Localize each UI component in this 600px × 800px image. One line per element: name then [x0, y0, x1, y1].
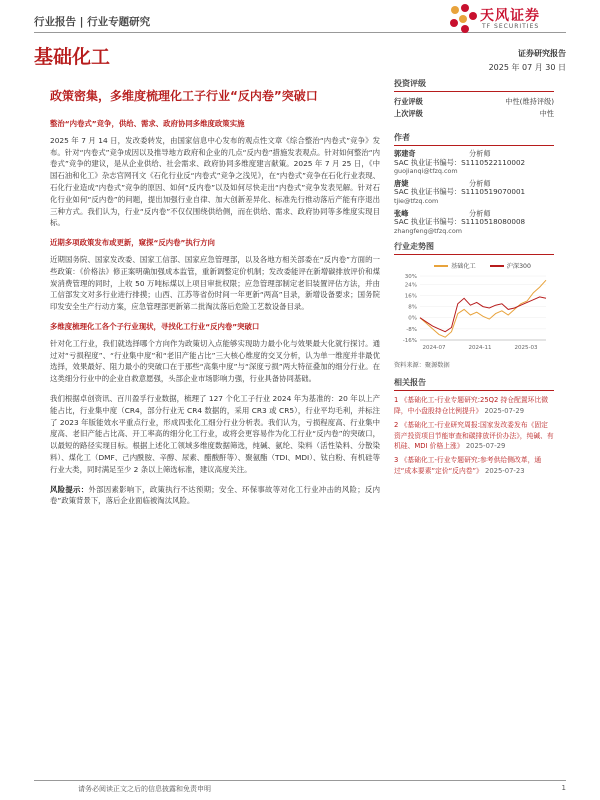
rating-value: 中性(维持评级)	[505, 97, 554, 106]
footer-rule	[34, 780, 566, 781]
section-heading: 多维度梳理化工各个子行业现状，寻找化工行业“反内卷”突破口	[50, 321, 260, 331]
related-list	[394, 395, 554, 476]
related-section	[394, 377, 554, 476]
related-date: 2025-07-29	[465, 441, 506, 450]
report-type: 证券研究报告	[518, 49, 566, 58]
footer-disclaimer: 请务必阅读正文之后的信息披露和免责申明	[78, 785, 211, 793]
risk-text: 外部因素影响下，政策执行不达预期；安全、环保事故等对化工行业冲击的风险；反内卷”政策背景下，落后企业面临被淘汰风险。	[50, 484, 380, 506]
series-line-2	[420, 297, 546, 332]
related-item[interactable]	[394, 455, 554, 476]
x-tick-label: 2024-11	[468, 345, 492, 352]
trend-title: 行业走势图	[394, 241, 554, 255]
page-number: 1	[561, 784, 566, 792]
section-3	[50, 321, 380, 476]
rating-key: 上次评级	[394, 109, 423, 118]
main-column	[50, 118, 380, 515]
rating-key: 行业评级	[394, 97, 423, 106]
legend-label: 沪深300	[506, 263, 531, 271]
section-body: 近期国务院、国家发改委、国家工信部、国家应急管理部，以及各地方相关部委在“反内卷”方面的一些政策：《价格法》修正案明确加强成本监管，重新调整定价机制；发改委能评在新增碳排放评价和煤炭消费管理的同时，上收 50 万吨标煤以上项目审批权限；应急管理部制定老旧装置评估方法，并由工信部发文对多行业进行排摸；山西、江苏等省份时间一年更新“两高”目录，新增设备要求；国务院印发安全生产行动方案，应急管理部更新第二批淘汰落后危险工艺数设备目录。	[50, 254, 380, 312]
section-1	[50, 118, 380, 229]
analyst-cert: SAC 执业证书编号：S1110522110002	[394, 157, 526, 167]
legend-item	[490, 261, 531, 270]
related-text[interactable]: 1 《基础化工-行业专题研究:25Q2 持仓配置环比微降，中小盘股持仓比例提升》	[394, 396, 549, 415]
chart-legend	[434, 261, 554, 270]
chart-source: 资料来源：聚源数据	[394, 362, 450, 370]
logo-subtext: TF SECURITIES	[482, 23, 540, 30]
y-tick-label: 30%	[404, 274, 417, 281]
risk-warning	[50, 484, 380, 508]
related-date: 2025-07-23	[485, 466, 525, 475]
authors-title: 作者	[394, 132, 554, 146]
analyst-name: 郭建奇	[394, 149, 416, 158]
analyst-role: 分析师	[469, 149, 491, 158]
section-body: 我们根据卓创资讯、百川盈孚行业数据，梳理了 127 个化工子行业 2024 年为基准的：20 年以上产能占比，行业集中度（CR4，部分行业无 CR4 数据的，采用 CR3 或 CR5），行业平均毛利，并标注了 2023 年版能效水平重点行业，形成四张化工细分行业分析表。我们认为，亏损程度高、行业集中度高、老旧产能占比高、开工率高的细分化工行业，或将会更容易作为化工行业“反内卷”的突破口，以最短的路径实现目标。根据上述化工领域多维度数据筛选，纯碱、氨纶、染料（活性染料、分散染料）、煤化工（DMF、己内酰胺、辛醇、尿素、醋酸酐等）、聚氨酯（TDI、MDI）、钛白粉、有机硅等行业大类，同时满足至少 2 条以上筛选标准，建议高度关注。	[50, 393, 380, 474]
related-title: 相关报告	[394, 377, 554, 391]
report-title: 政策密集，多维度梳理化工子行业“反内卷”突破口	[50, 89, 318, 103]
analyst-cert: SAC 执业证书编号：S1110519070001	[394, 187, 526, 197]
trend-section	[394, 241, 554, 369]
analyst-email[interactable]: tjie@tfzq.com	[394, 196, 439, 205]
authors-section	[394, 132, 554, 235]
related-text[interactable]: 2 《基础化工-行业研究周报:国家发改委发布《固定资产投资项目节能审查和碳排放评价办法》，纯碱、有机硅、MDI 价格上涨》	[394, 421, 554, 450]
legend-swatch	[434, 265, 448, 267]
section-body: 针对化工行业，我们就选择哪个方向作为政策切入点能够实现助力最小化与效果最大化就行探讨。通过对“亏损程度”、“行业集中度”和“老旧产能占比”三大核心维度的交叉分析，认为单一维度并非最优选择，效果最好、阻力最小的突破口在于那些“高集中度”与“深度亏损”两大特征叠加的细分行业。在这类细分行业中的企业自救意愿强，头部企业市场影响力强，行业具备协同基础。	[50, 338, 380, 384]
analyst-email[interactable]: zhangfeng@tfzq.com	[394, 226, 462, 235]
analyst-role: 分析师	[469, 208, 491, 218]
trend-chart	[394, 272, 554, 354]
logo-text: 天风证券	[480, 8, 540, 24]
rating-value: 中性	[539, 109, 554, 118]
x-tick-label: 2025-03	[514, 345, 538, 352]
y-tick-label: -16%	[402, 338, 417, 345]
related-item[interactable]	[394, 395, 554, 416]
analyst-entry	[394, 180, 554, 206]
risk-label: 风险提示：	[50, 484, 89, 494]
analyst-entry	[394, 210, 554, 236]
x-tick-label: 2024-07	[422, 345, 446, 352]
y-tick-label: 16%	[404, 293, 417, 300]
analyst-name: 唐婕	[394, 178, 409, 188]
industry-name: 基础化工	[34, 46, 111, 68]
y-tick-label: 24%	[404, 282, 417, 289]
sidebar	[394, 78, 554, 480]
analyst-cert: SAC 执业证书编号：S1110518080008	[394, 217, 526, 227]
analyst-email[interactable]: guojianqi@tfzq.com	[394, 167, 458, 176]
related-date: 2025-07-29	[484, 406, 525, 415]
analyst-role: 分析师	[469, 178, 491, 188]
y-tick-label: -8%	[406, 327, 417, 334]
rating-row	[394, 96, 554, 108]
header-label: 行业报告 | 行业专题研究	[34, 16, 151, 28]
rating-row	[394, 108, 554, 120]
y-tick-label: 0%	[408, 316, 417, 323]
related-item[interactable]	[394, 420, 554, 451]
section-body: 2025 年 7 月 14 日，发改委转发，由国家信息中心发布的观点性文章《综合整治“内卷式”竞争》发布。针对“内卷式”竞争成因以及推导地方政府和企业的几点“反内卷”措施发表观点。针对如何整治“内卷式”竞争的建议，是从企业供给、社会需求、政府协同多维度建言献策。2025 年 7 月 25 日，《中国石油和化工》杂志官网刊文《石化行业反“内卷式”竞争之浅见》，在“内卷式”竞争在石化行业表现、石化行业造成“内卷式”竞争的原因、如何“反内卷”以及如何尽快走出“内卷式”竞争发表见解。针对石化行业如何“反内卷”的问题，提出加强行业自律、加大创新差异化、标准先行推动落后产能有序退出三种方式。我们认为，行业“反内卷”不仅仅围绕供给侧，而在供给、需求、政府协同等多维度实现目标。	[50, 135, 380, 228]
rating-section	[394, 78, 554, 120]
section-2	[50, 237, 380, 313]
rating-title: 投资评级	[394, 78, 554, 92]
legend-swatch	[490, 265, 504, 267]
related-text[interactable]: 3 《基础化工-行业专题研究:参考供给侧改革，通过“成本要素”定价“反内卷”》	[394, 456, 542, 475]
y-tick-label: 8%	[408, 304, 417, 311]
section-heading: 近期多项政策发布或更新，窥探“反内卷”执行方向	[50, 238, 215, 248]
analyst-name: 张峰	[394, 208, 409, 218]
legend-label: 基础化工	[451, 263, 476, 271]
legend-item	[434, 261, 476, 270]
analyst-entry	[394, 150, 554, 176]
section-heading: 整治“内卷式”竞争，供给、需求、政府协同多维度政策实施	[50, 119, 245, 128]
report-date: 2025 年 07 月 30 日	[488, 63, 566, 72]
